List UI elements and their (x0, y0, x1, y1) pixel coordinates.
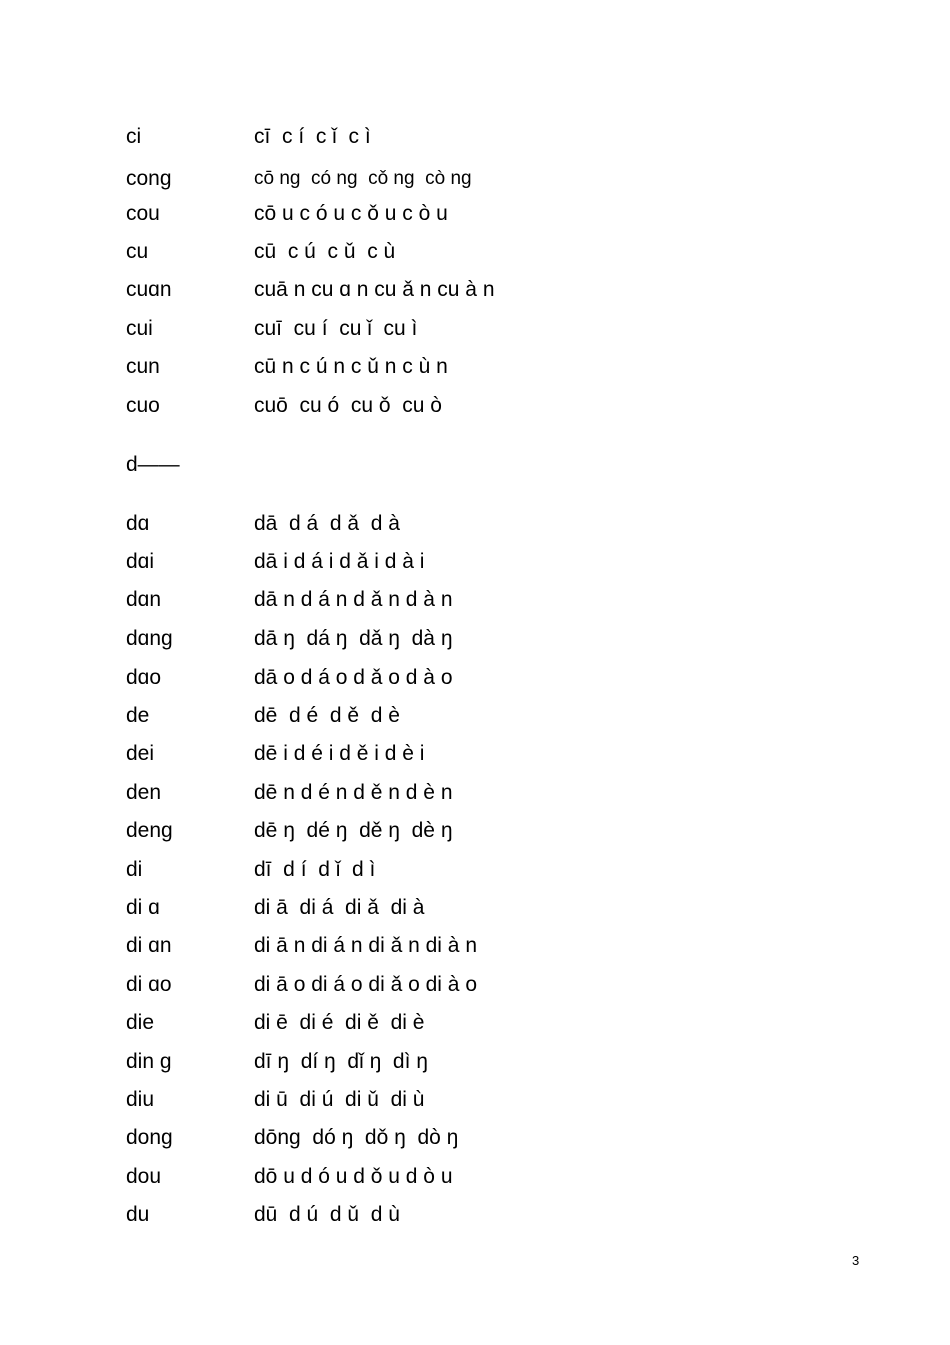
tone-variants: di ā di á di ǎ di à (254, 896, 425, 919)
tone-variants: cuā n cu ɑ n cu ǎ n cu à n (254, 278, 495, 301)
tone-variants: di ā n di á n di ǎ n di à n (254, 934, 477, 957)
pinyin-row (126, 855, 826, 885)
syllable-label: dong (126, 1126, 173, 1149)
pinyin-row (126, 314, 826, 344)
syllable-label: di (126, 858, 143, 881)
pinyin-row (126, 1008, 826, 1038)
syllable-label: dou (126, 1165, 162, 1188)
pinyin-row (126, 352, 826, 382)
tone-variants: cō ng có ng cǒ ng cò ng (254, 168, 472, 189)
tone-variants: dā i d á i d ǎ i d à i (254, 550, 425, 573)
tone-variants: dā ŋ dá ŋ dǎ ŋ dà ŋ (254, 627, 453, 650)
pinyin-row (126, 391, 826, 421)
syllable-label: dɑi (126, 550, 155, 573)
pinyin-row (126, 237, 826, 267)
tone-variants: di ē di é di ě di è (254, 1011, 425, 1034)
pinyin-row (126, 1047, 826, 1077)
tone-variants: dā n d á n d ǎ n d à n (254, 588, 453, 611)
pinyin-row (126, 663, 826, 693)
tone-variants: dōng dó ŋ dǒ ŋ dò ŋ (254, 1126, 459, 1149)
syllable-label: deng (126, 819, 173, 842)
pinyin-row (126, 199, 826, 229)
tone-variants: dē ŋ dé ŋ dě ŋ dè ŋ (254, 819, 453, 842)
tone-variants: di ā o di á o di ǎ o di à o (254, 973, 477, 996)
pinyin-row (126, 931, 826, 961)
pinyin-row (126, 816, 826, 846)
syllable-label: diu (126, 1088, 155, 1111)
pinyin-row (126, 1200, 826, 1230)
syllable-label: dɑ (126, 512, 150, 535)
tone-variants: dā d á d ǎ d à (254, 512, 400, 535)
tone-variants: cī c í c ǐ c ì (254, 125, 371, 148)
pinyin-row (126, 701, 826, 731)
syllable-label: die (126, 1011, 155, 1034)
tone-variants: cuī cu í cu ǐ cu ì (254, 317, 418, 340)
tone-variants: cuō cu ó cu ǒ cu ò (254, 394, 442, 417)
syllable-label: den (126, 781, 162, 804)
syllable-label: di ɑo (126, 973, 172, 996)
pinyin-row (126, 778, 826, 808)
pinyin-row (126, 893, 826, 923)
section-heading-d: d—— (126, 453, 180, 476)
tone-variants: dā o d á o d ǎ o d à o (254, 666, 453, 689)
syllable-label: dei (126, 742, 155, 765)
pinyin-row (126, 164, 826, 194)
pinyin-row (126, 509, 826, 539)
tone-variants: dē i d é i d ě i d è i (254, 742, 425, 765)
tone-variants: dī d í d ǐ d ì (254, 858, 376, 881)
tone-variants: dō u d ó u d ǒ u d ò u (254, 1165, 453, 1188)
syllable-label: dɑo (126, 666, 162, 689)
tone-variants: dē d é d ě d è (254, 704, 400, 727)
tone-variants: cū n c ú n c ǔ n c ù n (254, 355, 448, 378)
syllable-label: cong (126, 167, 172, 190)
pinyin-row (126, 122, 826, 152)
pinyin-row (126, 970, 826, 1000)
syllable-label: di ɑ (126, 896, 160, 919)
tone-variants: cū c ú c ǔ c ù (254, 240, 396, 263)
syllable-label: cuo (126, 394, 160, 417)
syllable-label: cou (126, 202, 160, 225)
pinyin-row (126, 1162, 826, 1192)
pinyin-row (126, 585, 826, 615)
tone-variants: cō u c ó u c ǒ u c ò u (254, 202, 448, 225)
pinyin-row (126, 624, 826, 654)
syllable-label: dɑng (126, 627, 173, 650)
syllable-label: cu (126, 240, 149, 263)
tone-variants: dē n d é n d ě n d è n (254, 781, 453, 804)
syllable-label: din g (126, 1050, 172, 1073)
syllable-label: du (126, 1203, 150, 1226)
syllable-label: di ɑn (126, 934, 172, 957)
tone-variants: di ū di ú di ǔ di ù (254, 1088, 425, 1111)
pinyin-row (126, 1123, 826, 1153)
tone-variants: dī ŋ dí ŋ dǐ ŋ dì ŋ (254, 1050, 428, 1073)
page-number: 3 (852, 1253, 860, 1268)
pinyin-row (126, 1085, 826, 1115)
tone-variants: dū d ú d ǔ d ù (254, 1203, 400, 1226)
syllable-label: cuɑn (126, 278, 172, 301)
syllable-label: ci (126, 125, 142, 148)
syllable-label: dɑn (126, 588, 162, 611)
pinyin-row (126, 739, 826, 769)
syllable-label: de (126, 704, 150, 727)
pinyin-row (126, 547, 826, 577)
syllable-label: cun (126, 355, 160, 378)
pinyin-row (126, 275, 826, 305)
syllable-label: cui (126, 317, 153, 340)
